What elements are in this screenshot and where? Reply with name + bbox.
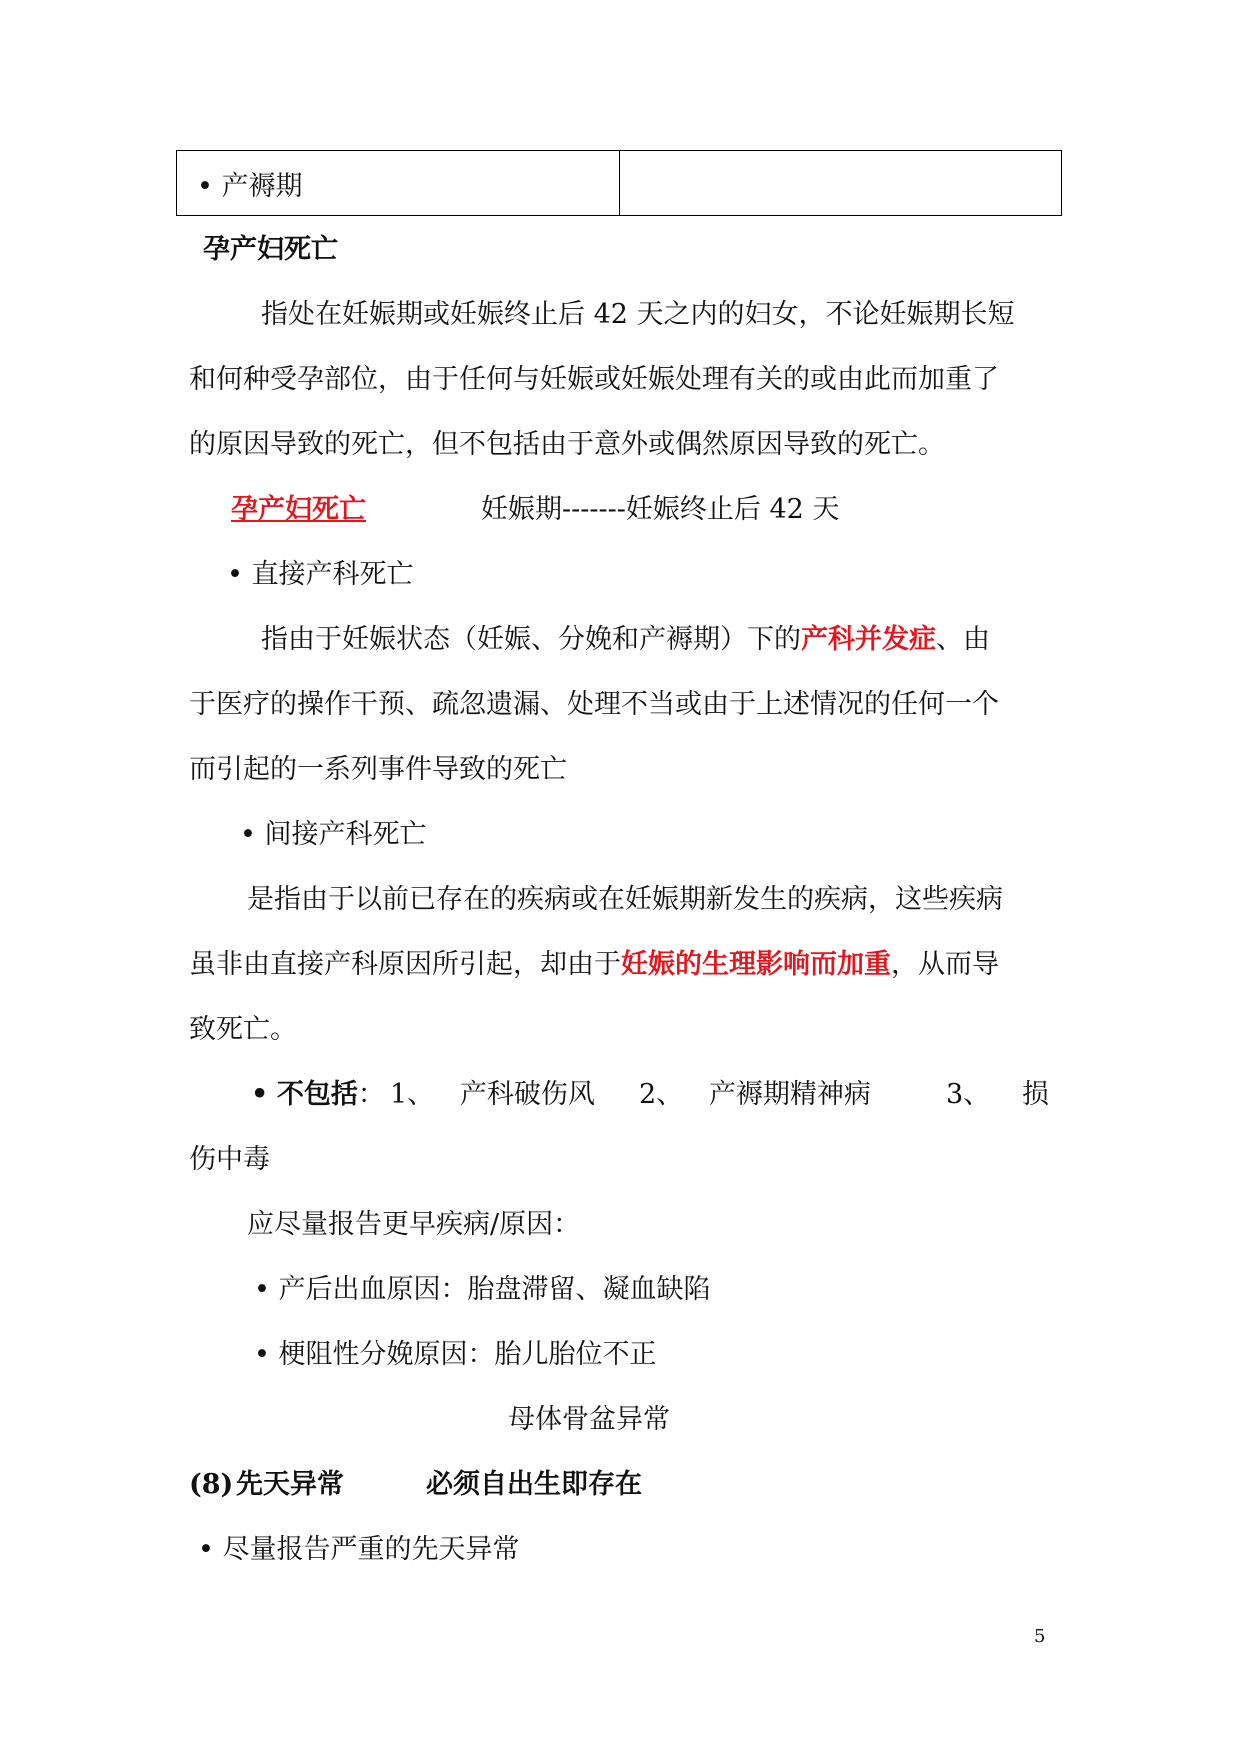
exclusion-item-3-start: 损 <box>1022 1079 1049 1110</box>
table-row <box>177 151 1062 216</box>
congenital-bullet: • 尽量报告严重的先天异常 <box>198 1534 520 1565</box>
direct-death-line-3: 而引起的一系列事件导致的死亡 <box>189 754 567 785</box>
direct-death-line-1: 指由于妊娠状态（妊娠、分娩和产褥期）下的产科并发症、由 <box>261 624 990 655</box>
report-item-obstructed-cont: 母体骨盆异常 <box>508 1404 670 1435</box>
indirect-death-line-1: 是指由于以前已存在的疾病或在妊娠期新发生的疾病，这些疾病 <box>247 884 1003 915</box>
period-label: 孕产妇死亡 <box>231 494 366 525</box>
exclusion-item-1: 1、 产科破伤风 <box>390 1079 595 1110</box>
report-item-obstructed: • 梗阻性分娩原因：胎儿胎位不正 <box>254 1339 657 1370</box>
indirect-death-heading: • 间接产科死亡 <box>240 819 427 850</box>
indirect-death-line-2: 虽非由直接产科原因所引起，却由于妊娠的生理影响而加重，从而导 <box>189 949 999 980</box>
exclusion-item-2: 2、 产褥期精神病 <box>639 1079 871 1110</box>
table-cell-empty <box>620 151 1062 216</box>
congenital-title: 先天异常 <box>236 1469 344 1500</box>
highlight-physiological: 妊娠的生理影响而加重 <box>621 949 891 980</box>
exclusions-line: • 不包括： <box>251 1079 385 1110</box>
definition-line-2: 和何种受孕部位，由于任何与妊娠或妊娠处理有关的或由此而加重了 <box>189 364 999 395</box>
direct-death-heading: • 直接产科死亡 <box>227 559 414 590</box>
section-title: 孕产妇死亡 <box>203 234 338 265</box>
period-range: 妊娠期-------妊娠终止后 42 天 <box>481 494 840 525</box>
page-number: 5 <box>1034 1626 1046 1647</box>
exclusions-label: 不包括 <box>276 1079 358 1110</box>
definition-line-1: 指处在妊娠期或妊娠终止后 42 天之内的妇女，不论妊娠期长短 <box>261 299 1015 330</box>
header-table <box>176 150 1062 216</box>
exclusion-item-3-number: 3、 <box>946 1079 991 1110</box>
report-item-hemorrhage: • 产后出血原因：胎盘滞留、凝血缺陷 <box>254 1274 711 1305</box>
congenital-note: 必须自出生即存在 <box>426 1469 642 1500</box>
direct-death-line-2: 于医疗的操作干预、疏忽遗漏、处理不当或由于上述情况的任何一个 <box>189 689 999 720</box>
highlight-complication: 产科并发症 <box>801 624 936 655</box>
definition-line-3: 的原因导致的死亡，但不包括由于意外或偶然原因导致的死亡。 <box>189 429 945 460</box>
exclusion-item-3-cont: 伤中毒 <box>189 1144 270 1175</box>
report-line: 应尽量报告更早疾病/原因： <box>247 1209 581 1240</box>
congenital-number: (8) <box>189 1469 234 1500</box>
table-cell-postpartum: • 产褥期 <box>177 151 620 216</box>
indirect-death-line-3: 致死亡。 <box>189 1014 297 1045</box>
